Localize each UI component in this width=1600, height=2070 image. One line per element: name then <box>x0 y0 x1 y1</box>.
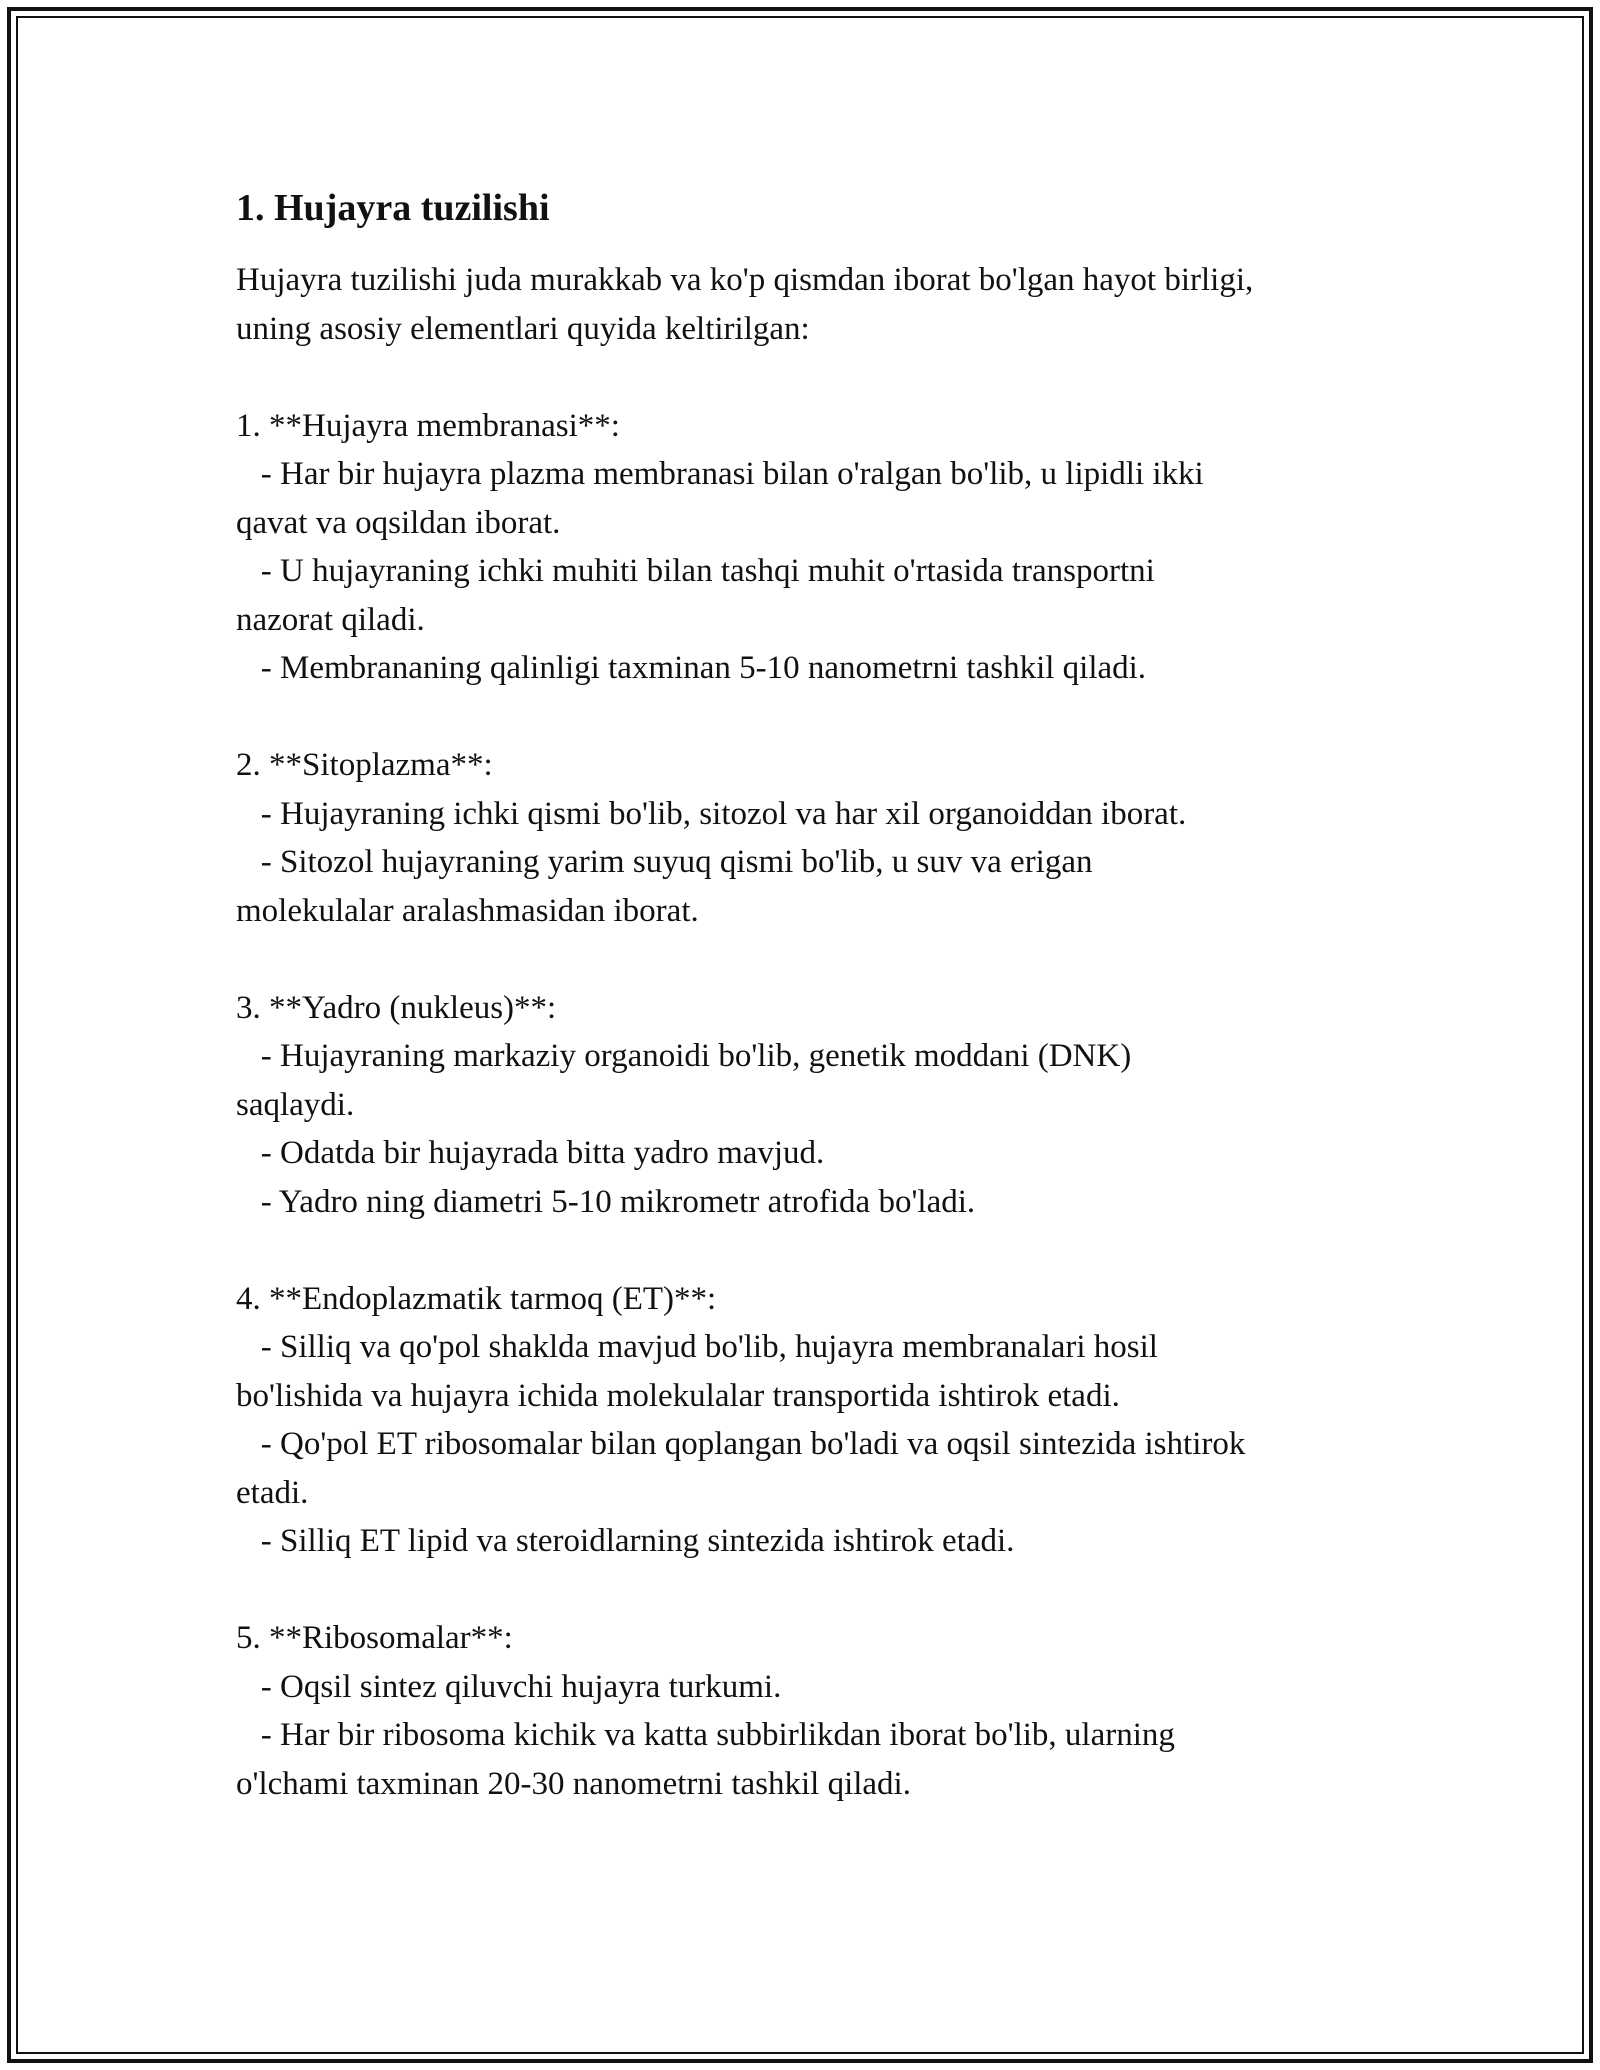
blank-line <box>236 1226 1376 1275</box>
section-line: - Hujayraning ichki qismi bo'lib, sitozol va har xil organoiddan iborat. <box>236 795 1187 832</box>
section-endoplasmic-reticulum <box>236 1275 1376 1566</box>
section-ribosomes <box>236 1614 1376 1808</box>
document-body <box>236 184 1376 1808</box>
section-line: - Silliq ET lipid va steroidlarning sintezida ishtirok etadi. <box>236 1523 1015 1559</box>
section-title: 1. **Hujayra membranasi**: <box>236 407 620 444</box>
section-line: saqlaydi. <box>236 1086 355 1123</box>
section-line: - Hujayraning markaziy organoidi bo'lib, genetik moddani (DNK) <box>236 1038 1132 1074</box>
blank-line <box>236 353 1376 402</box>
document-heading: 1. Hujayra tuzilishi <box>236 187 550 229</box>
section-line: - Membrananing qalinligi taxminan 5-10 nanometrni tashkil qiladi. <box>236 650 1147 686</box>
section-line: - Yadro ning diametri 5-10 mikrometr atrofida bo'ladi. <box>236 1183 976 1220</box>
section-title: 2. **Sitoplazma**: <box>236 747 493 783</box>
section-line: nazorat qiladi. <box>236 601 425 638</box>
section-line: - U hujayraning ichki muhiti bilan tashqi muhit o'rtasida transportni <box>236 553 1155 589</box>
intro-line: Hujayra tuzilishi juda murakkab va ko'p qismdan iborat bo'lgan hayot birligi, <box>236 262 1254 298</box>
section-nucleus <box>236 984 1376 1227</box>
section-line: - Odatda bir hujayrada bitta yadro mavjud. <box>236 1135 825 1171</box>
intro-paragraph <box>236 256 1376 353</box>
section-line: - Silliq va qo'pol shaklda mavjud bo'lib, hujayra membranalari hosil <box>236 1329 1158 1365</box>
section-membrane <box>236 402 1376 693</box>
section-line: - Har bir hujayra plazma membranasi bilan o'ralgan bo'lib, u lipidli ikki <box>236 456 1204 492</box>
section-title: 3. **Yadro (nukleus)**: <box>236 989 557 1026</box>
section-line: qavat va oqsildan iborat. <box>236 504 561 541</box>
section-line: etadi. <box>236 1474 309 1511</box>
intro-line: uning asosiy elementlari quyida keltirilgan: <box>236 310 810 347</box>
blank-line <box>236 935 1376 984</box>
blank-line <box>236 1566 1376 1615</box>
section-line: - Sitozol hujayraning yarim suyuq qismi bo'lib, u suv va erigan <box>236 844 1093 880</box>
section-title: 4. **Endoplazmatik tarmoq (ET)**: <box>236 1280 717 1317</box>
section-line: o'lchami taxminan 20-30 nanometrni tashkil qiladi. <box>236 1765 911 1802</box>
section-line: - Har bir ribosoma kichik va katta subbirlikdan iborat bo'lib, ularning <box>236 1717 1175 1753</box>
section-cytoplasm <box>236 741 1376 935</box>
section-title: 5. **Ribosomalar**: <box>236 1620 513 1656</box>
section-line: - Oqsil sintez qiluvchi hujayra turkumi. <box>236 1668 782 1705</box>
section-line: molekulalar aralashmasidan iborat. <box>236 892 699 929</box>
section-line: bo'lishida va hujayra ichida molekulalar transportida ishtirok etadi. <box>236 1377 1120 1414</box>
section-line: - Qo'pol ET ribosomalar bilan qoplangan bo'ladi va oqsil sintezida ishtirok <box>236 1426 1246 1462</box>
blank-line <box>236 693 1376 742</box>
